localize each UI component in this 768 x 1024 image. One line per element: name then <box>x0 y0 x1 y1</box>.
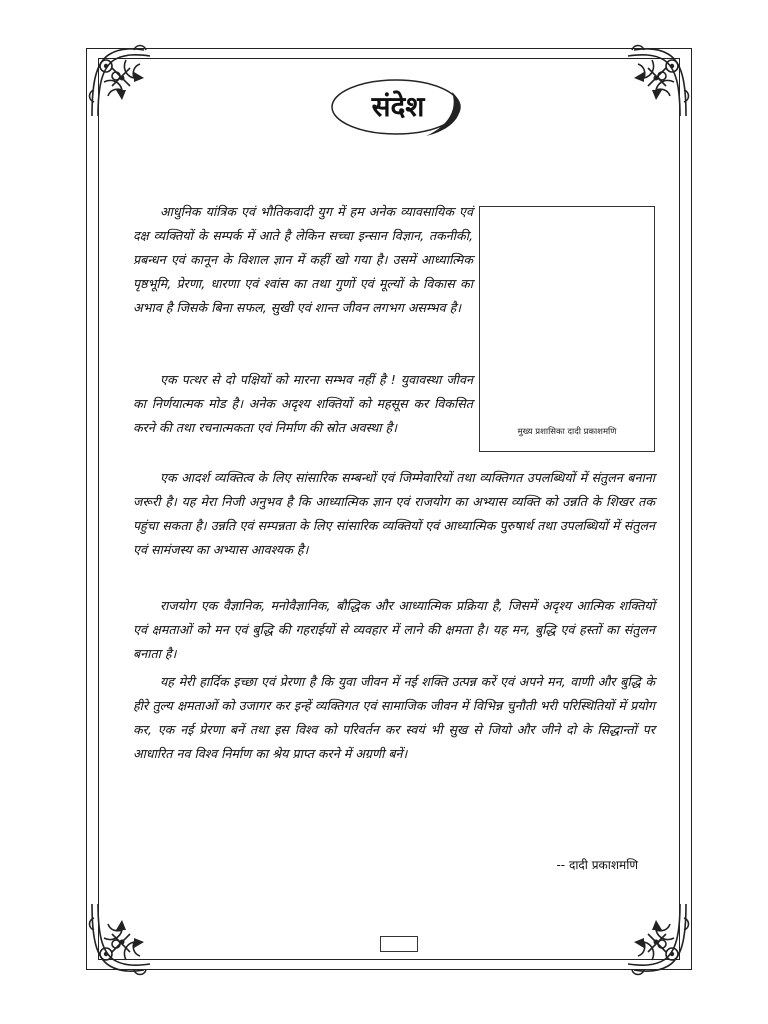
page-title: संदेश <box>371 90 425 123</box>
corner-ornament-bottom-left <box>86 898 166 978</box>
paragraph-1: आधुनिक यांत्रिक एवं भौतिकवादी युग में हम अनेक व्यावसायिक एवं दक्ष व्यक्तियों के सम्पर्क में आते है लेकिन सच्चा इन्सान विज्ञान, तकनीकी, प्रबन्धन एवं कानून के विशाल ज्ञान में कहीं खो गया है। उसमें आध्यात्मिक पृष्ठभूमि, प्रेरणा, धारणा एवं श्वांस का तथा गुणों एवं मूल्यों के विकास का अभाव है जिसके बिना सफल, सुखी एवं शान्त जीवन लगभग असम्भव है। <box>133 204 473 315</box>
corner-ornament-top-left <box>86 42 166 122</box>
photo-caption: मुख्य प्रशासिका दादी प्रकाशमणि <box>517 427 617 437</box>
corner-ornament-top-right <box>612 42 692 122</box>
paragraph-4: राजयोग एक वैज्ञानिक, मनोवैज्ञानिक, बौद्धिक और आध्यात्मिक प्रक्रिया है, जिसमें अदृश्य आत्मिक शक्तियों एवं क्षमताओं को मन एवं बुद्धि की गहराईयों से व्यवहार में लाने की क्षमता है। यह मन, बुद्धि एवं हस्तों का संतुलन बनाता है। <box>133 598 655 661</box>
signature: -- दादी प्रकाशमणि <box>556 858 638 872</box>
paragraph-3: एक आदर्श व्यक्तित्व के लिए सांसारिक सम्बन्धों एवं जिम्मेवारियों तथा व्यक्तिगत उपलब्धियों में संतुलन बनाना जरूरी है। यह मेरा निजी अनुभव है कि आध्यात्मिक ज्ञान एवं राजयोग का अभ्यास व्यक्ति को उन्नति के शिखर तक पहुंचा सकता है। उन्नति एवं सम्पन्नता के लिए सांसारिक व्यक्तियों एवं आध्यात्मिक पुरुषार्थ तथा उपलब्धियों में संतुलन एवं सामंजस्य का अभ्यास आवश्यक है। <box>133 470 655 557</box>
corner-ornament-bottom-right <box>612 898 692 978</box>
paragraph-2: एक पत्थर से दो पक्षियों को मारना सम्भव नहीं है ! युवावस्था जीवन का निर्णयात्मक मोड है। अनेक अदृश्य शक्तियों को महसूस कर विकसित करने की तथा रचनात्मकता एवं निर्माण की स्रोत अवस्था है। <box>133 372 473 435</box>
photo-frame <box>479 206 655 452</box>
paragraph-5: यह मेरी हार्दिक इच्छा एवं प्रेरणा है कि युवा जीवन में नई शक्ति उत्पन्न करें एवं अपने मन, वाणी और बुद्धि के हीरे तुल्य क्षमताओं को उजागर कर इन्हें व्यक्तिगत एवं सामाजिक जीवन में विभिन्न चुनौती भरी परिस्थितियों में प्रयोग कर, एक नई प्रेरणा बनें तथा इस विश्व को परिवर्तन कर स्वयं भी सुख से जियो और जीने दो के सिद्धान्तों पर आधारित नव विश्व निर्माण का श्रेय प्राप्त करने में अग्रणी बनें। <box>133 674 655 761</box>
title-badge <box>330 78 466 140</box>
page-number-box <box>380 936 418 952</box>
